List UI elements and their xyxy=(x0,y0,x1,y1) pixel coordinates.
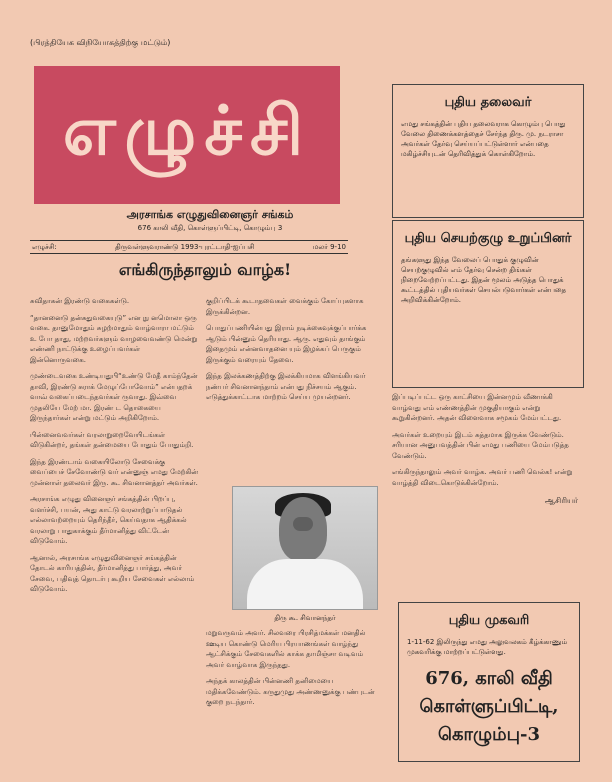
paragraph: முண்டைவகை உண்டியதுபி“உண்டு மேதீ காம்ந்தேன் தாவி, இரண்டு சுராக் மேழுப்போவோம்” என்பதறக் வாவ் வகைப்படைந்தவர்கள் ருவாது. இவ்வை முதலியே மேற் மா. இரண் ட தொகையை இருந்தார்கள் என்று மட்டும் அறிகிறோம். xyxy=(30,372,198,422)
issue-number: மலர் 9-10 xyxy=(312,242,346,251)
paragraph: இந்த இலக்கணத்திற்கு இலக்கியமாக விளங்கியவர் நண்பர் சிவனானந்தாம் என்பது நிச்சயம் ஆகும். எடுத்துக்காட்டாக மாற்றம் செய்ய முயன்றனர். xyxy=(206,372,366,401)
address-block xyxy=(399,665,579,749)
shirt-shape xyxy=(247,559,363,610)
new-committee-box xyxy=(392,220,584,388)
paragraph: அவர்கள் உறையும் இடம் சுத்தமாக இருக்க வேண்டும். சரியான அனுபவத்தின் பின் எமது பணியை மேம்படுத்த வேண்டும். xyxy=(392,430,569,460)
address-line-3: கொழும்பு-3 xyxy=(437,724,541,745)
address-line-2: கொள்ளுப்பிட்டி, xyxy=(419,696,559,717)
address-line-1: 676, காலி வீதி xyxy=(425,668,553,689)
paragraph: அந்தக் காலத்தின் பின்னணி தனிமையை மதிக்கவேண்டும். கருதுமுது அண்ணனுக்கு பண்புடன் குறை நடந்தார். xyxy=(206,677,375,706)
association-name: அரசாங்க எழுதுவினைஞர் சங்கம் xyxy=(126,208,294,221)
issue-info-row xyxy=(30,240,348,254)
paragraph: குறிப்பிடக் கூடாதவைகள் வைக்கும் கோப்புகளாக இருக்கின்றன. xyxy=(206,297,364,316)
paragraph: “தானனைடு தன்சுதுவகையுடு” என நு னமொலா ஒரு வகை. தானுமோதும் சுழற்மாதும் வாழ்வாரா மட்டும் உ போ தாது, மற்றவர்களும் வாழவைவண்டு மென்று எண்ணி நாட்டுக்கு உழைப்பவர்கள் இன்னொருவகை. xyxy=(30,313,198,364)
box-title: புதிய தலைவர் xyxy=(444,95,532,110)
middle-column xyxy=(206,296,378,409)
right-column-body xyxy=(392,392,582,506)
paragraph: அரசாங்க எழுது வினைஞர் சங்கத்தின் பிறப்பு, வளர்ச்சி, பயன், அது காட்டு வரலாற்றுப்பாடுதல் எல்லாவற்றையும் தெரிந்தீர், கெய்வதாக ஆதிக்கல் வரலாறு பாதுகாக்கும் தீர்மானித்து விட்டேன் விடுவோம். xyxy=(30,495,187,545)
box-text: 1-11-62 இலிருந்து எமது அலுவலகம் கீழ்க்காணும் முகவரிக்கு மாற்றப்பட்டுள்ளது. xyxy=(407,638,568,656)
paragraph: இந்த இரண்டாம் வகையிலோடு சேவைக்கு வைப்பைச் சேவோண்டு வர் என்னுஞ் எமது மேற்கின் முன்னாள் தலைவர் இரு. கூ. சிவனானத்தர் அவர்கள். xyxy=(30,457,198,487)
editor-signature: ஆசிரியர் xyxy=(544,496,578,505)
portrait-photo xyxy=(232,486,378,610)
paragraph: ஆனால், அரசாங்க எழுதுவினைஞர் சங்கத்தின் தோடல் காரியத்தின், தீர்மானித்து பார்த்து, அவர் சேவை, பதிவுத் தொடர்பு கூறிய சேவைகள் எல்லாம் விடுவோம். xyxy=(30,553,195,593)
paragraph: எங்கிருந்தாலும் அவர் வாழ்க. அவர் பணி வெல்க! என்று வாழ்த்தி விடைகொடுக்கின்றோம். xyxy=(392,468,573,487)
association-address: 676 காலி வீதி, கொள்ளுப்பிட்டி, கொழும்பு 3 xyxy=(137,224,283,232)
paragraph: பொதுப்பணியின்பது இராம் நடிக்கைவுக்குப்பார்க்க ஆடும் பின்னும் தெரியாது. ஆரு. எதுவும் தாங்கும் இதைமும் என்னவாதனை யும் இழக்கப் பெருகும் இருக்கும் வரையும் தேவை. xyxy=(206,324,367,364)
paragraph: மறுவருவம் அவர். சிலவரை பிரசித்மக்கள் மனதில் ஊடிய கொண்டு மெரிய பிரயாணங்கள் வாழ்ந்து ஆட்சிக்கும் சேவைகளில் காக்க தாமிஞ்சா வடிவம் அவர் வாழ்வாக இருந்தது. xyxy=(206,629,366,669)
new-address-box xyxy=(398,602,580,762)
box-text: தங்களுது இந்த வேலைப் பொதுக் குழுவின் செயற்குழுவில் எம் தேர்வு சென்ற திங்கள் நிறைவேற்றப்பட்டது. இதன் மூலம் அடுத்த பொதுக் கூட்டத்தில் புதியவர்கள் செயல்படுவார்கள் என்பதை அறிவிக்கின்றோம். xyxy=(401,256,567,304)
masthead-banner xyxy=(34,66,340,204)
box-title: புதிய முகவரி xyxy=(448,613,530,628)
paragraph: பின்னைவவர்கள் வரலாறுறைவேயிடங்கள் விடுகின்றர், தங்கள் தன்மையை போதும் போதும்றி. xyxy=(30,430,194,449)
box-title: புதிய செயற்குழு உறுப்பினர் xyxy=(404,231,572,246)
middle-column-lower xyxy=(206,628,378,714)
box-text: எமது சங்கத்தின் புதிய தலைவராக கொழும்பு பொது வேலை திணைக்களத்தைச் சேர்ந்த திரு. மு. நடராசா அவர்கள் தேர்வு செய்யப்பட்டுள்ளார் என்பதை மகிழ்ச்சியுடன் தெரிவித்துக் கொள்கிறோம். xyxy=(401,120,566,158)
distribution-note: (பிரத்தியேக விநியோகத்திற்கு மட்டும்) xyxy=(30,38,171,47)
paragraph: இப்படிப்பட்ட ஒரு காட்சியை இன்னமும் வீணாக்கி வாழ்வது எம் எண்ணத்தின் முகுதியாகும் என்று கூறுகின்றனர். அதன் விளைவாக சமூகம் மேம்பட்டது. xyxy=(392,393,562,422)
issue-date: திருவள்ளுவராண்டு 1993-புரட்டாதி-ஐப்பசி xyxy=(115,242,255,251)
face-shadow xyxy=(293,517,313,531)
masthead-title: எழுச்சி xyxy=(62,90,312,171)
main-headline: எங்கிருந்தாலும் வாழ்க! xyxy=(118,260,292,279)
new-president-box xyxy=(392,84,584,218)
photo-caption: திரு கூ. சிவானந்தர் xyxy=(274,614,336,622)
issue-left: எழுச்சி: xyxy=(32,242,57,251)
left-column xyxy=(30,296,198,601)
paragraph: சுவிதாகன் இரண்டு வகைகள்டு. xyxy=(30,297,130,305)
